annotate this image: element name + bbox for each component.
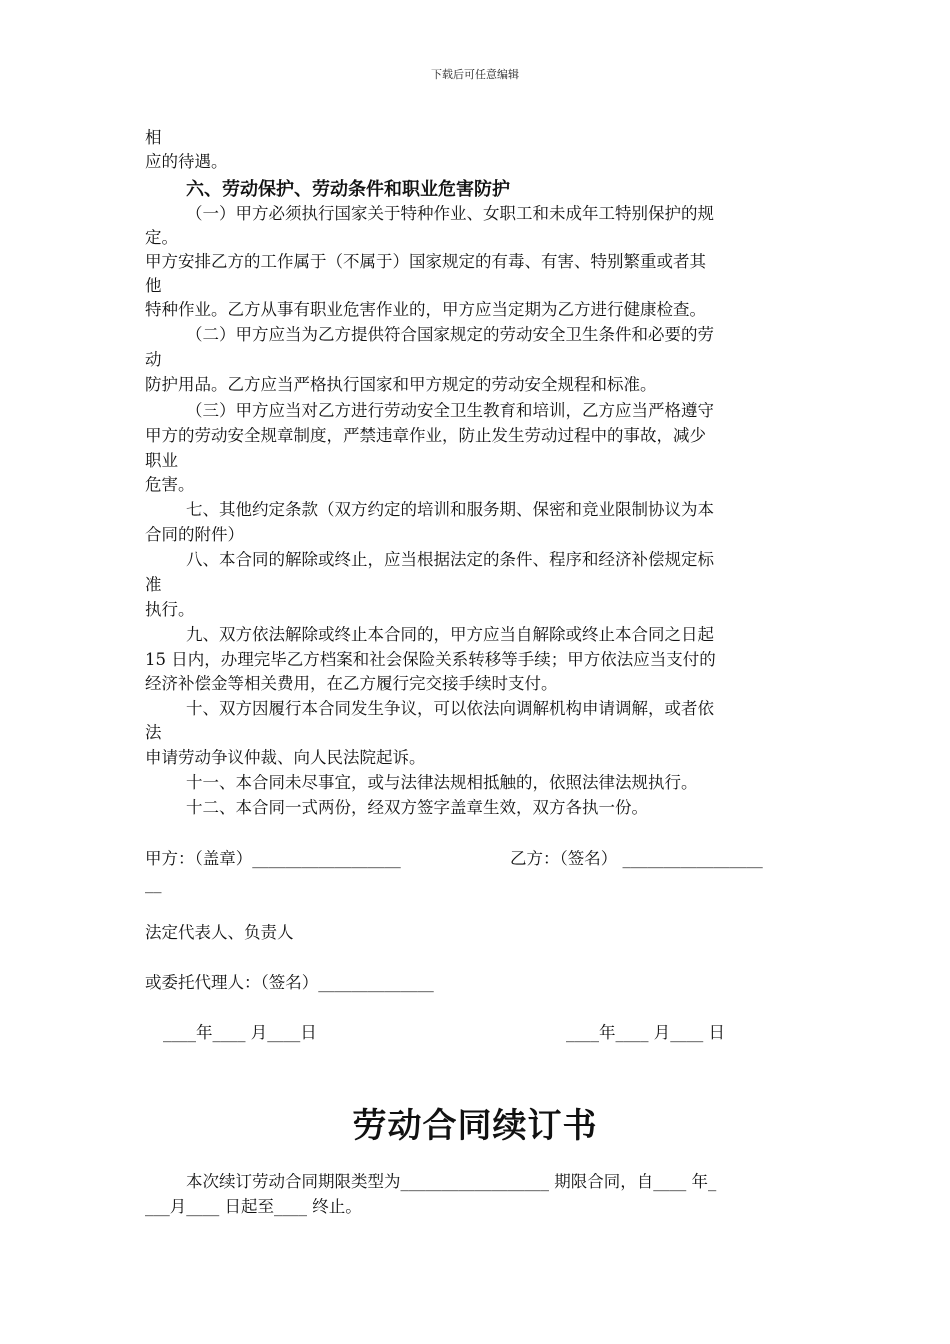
body-line: 法 xyxy=(145,723,162,742)
date-party-a: ____年____ 月____日 xyxy=(163,1023,317,1042)
body-line: 甲方的劳动安全规章制度，严禁违章作业，防止发生劳动过程中的事故，减少 xyxy=(145,426,706,445)
body-line: 合同的附件） xyxy=(145,525,244,544)
body-line: 职业 xyxy=(145,451,178,470)
section-heading-6: 六、劳动保护、劳动条件和职业危害防护 xyxy=(186,179,510,200)
section-9: 九、双方依法解除或终止本合同的，甲方应当自解除或终止本合同之日起 xyxy=(186,625,714,644)
body-line: （三）甲方应当对乙方进行劳动安全卫生教育和培训，乙方应当严格遵守 xyxy=(186,401,714,420)
authorized-agent: 或委托代理人：（签名）______________ xyxy=(145,973,434,992)
body-line: （一）甲方必须执行国家关于特种作业、女职工和未成年工特别保护的规 xyxy=(186,204,714,223)
party-b-signature: 乙方：（签名） _________________ xyxy=(510,849,763,868)
body-line: 动 xyxy=(145,350,162,369)
body-line: 申请劳动争议仲裁、向人民法院起诉。 xyxy=(145,748,426,767)
renewal-line: ___月____ 日起至____ 终止。 xyxy=(145,1197,362,1216)
legal-representative: 法定代表人、负责人 xyxy=(145,923,294,942)
section-8: 八、本合同的解除或终止，应当根据法定的条件、程序和经济补偿规定标 xyxy=(186,550,714,569)
page-header: 下载后可任意编辑 xyxy=(431,68,519,81)
section-11: 十一、本合同未尽事宜，或与法律法规相抵触的，依照法律法规执行。 xyxy=(186,773,698,792)
date-party-b: ____年____ 月____ 日 xyxy=(566,1023,725,1042)
body-line: 应的待遇。 xyxy=(145,152,228,171)
section-7: 七、其他约定条款（双方约定的培训和服务期、保密和竞业限制协议为本 xyxy=(186,500,714,519)
body-line: 经济补偿金等相关费用，在乙方履行完交接手续时支付。 xyxy=(145,674,558,693)
section-12: 十二、本合同一式两份，经双方签字盖章生效，双方各执一份。 xyxy=(186,798,648,817)
section-10: 十、双方因履行本合同发生争议，可以依法向调解机构申请调解，或者依 xyxy=(186,699,714,718)
party-a-seal-tail: __ xyxy=(145,874,162,893)
body-line: 他 xyxy=(145,276,162,295)
renewal-line: 本次续订劳动合同期限类型为__________________ 期限合同，自____ 年_ xyxy=(186,1172,717,1191)
body-line: 特种作业。乙方从事有职业危害作业的，甲方应当定期为乙方进行健康检查。 xyxy=(145,300,706,319)
body-line: 危害。 xyxy=(145,475,195,494)
party-a-seal: 甲方：（盖章）__________________ xyxy=(145,849,401,868)
body-line: 定。 xyxy=(145,228,178,247)
body-line: 执行。 xyxy=(145,600,195,619)
body-line: 甲方安排乙方的工作属于（不属于）国家规定的有毒、有害、特别繁重或者其 xyxy=(145,252,706,271)
body-line: 相 xyxy=(145,128,162,147)
body-line: 15 日内，办理完毕乙方档案和社会保险关系转移等手续；甲方依法应当支付的 xyxy=(145,650,716,669)
renewal-title: 劳动合同续订书 xyxy=(352,1106,598,1146)
body-line: 防护用品。乙方应当严格执行国家和甲方规定的劳动安全规程和标准。 xyxy=(145,375,657,394)
body-line: 准 xyxy=(145,575,162,594)
body-line: （二）甲方应当为乙方提供符合国家规定的劳动安全卫生条件和必要的劳 xyxy=(186,325,714,344)
